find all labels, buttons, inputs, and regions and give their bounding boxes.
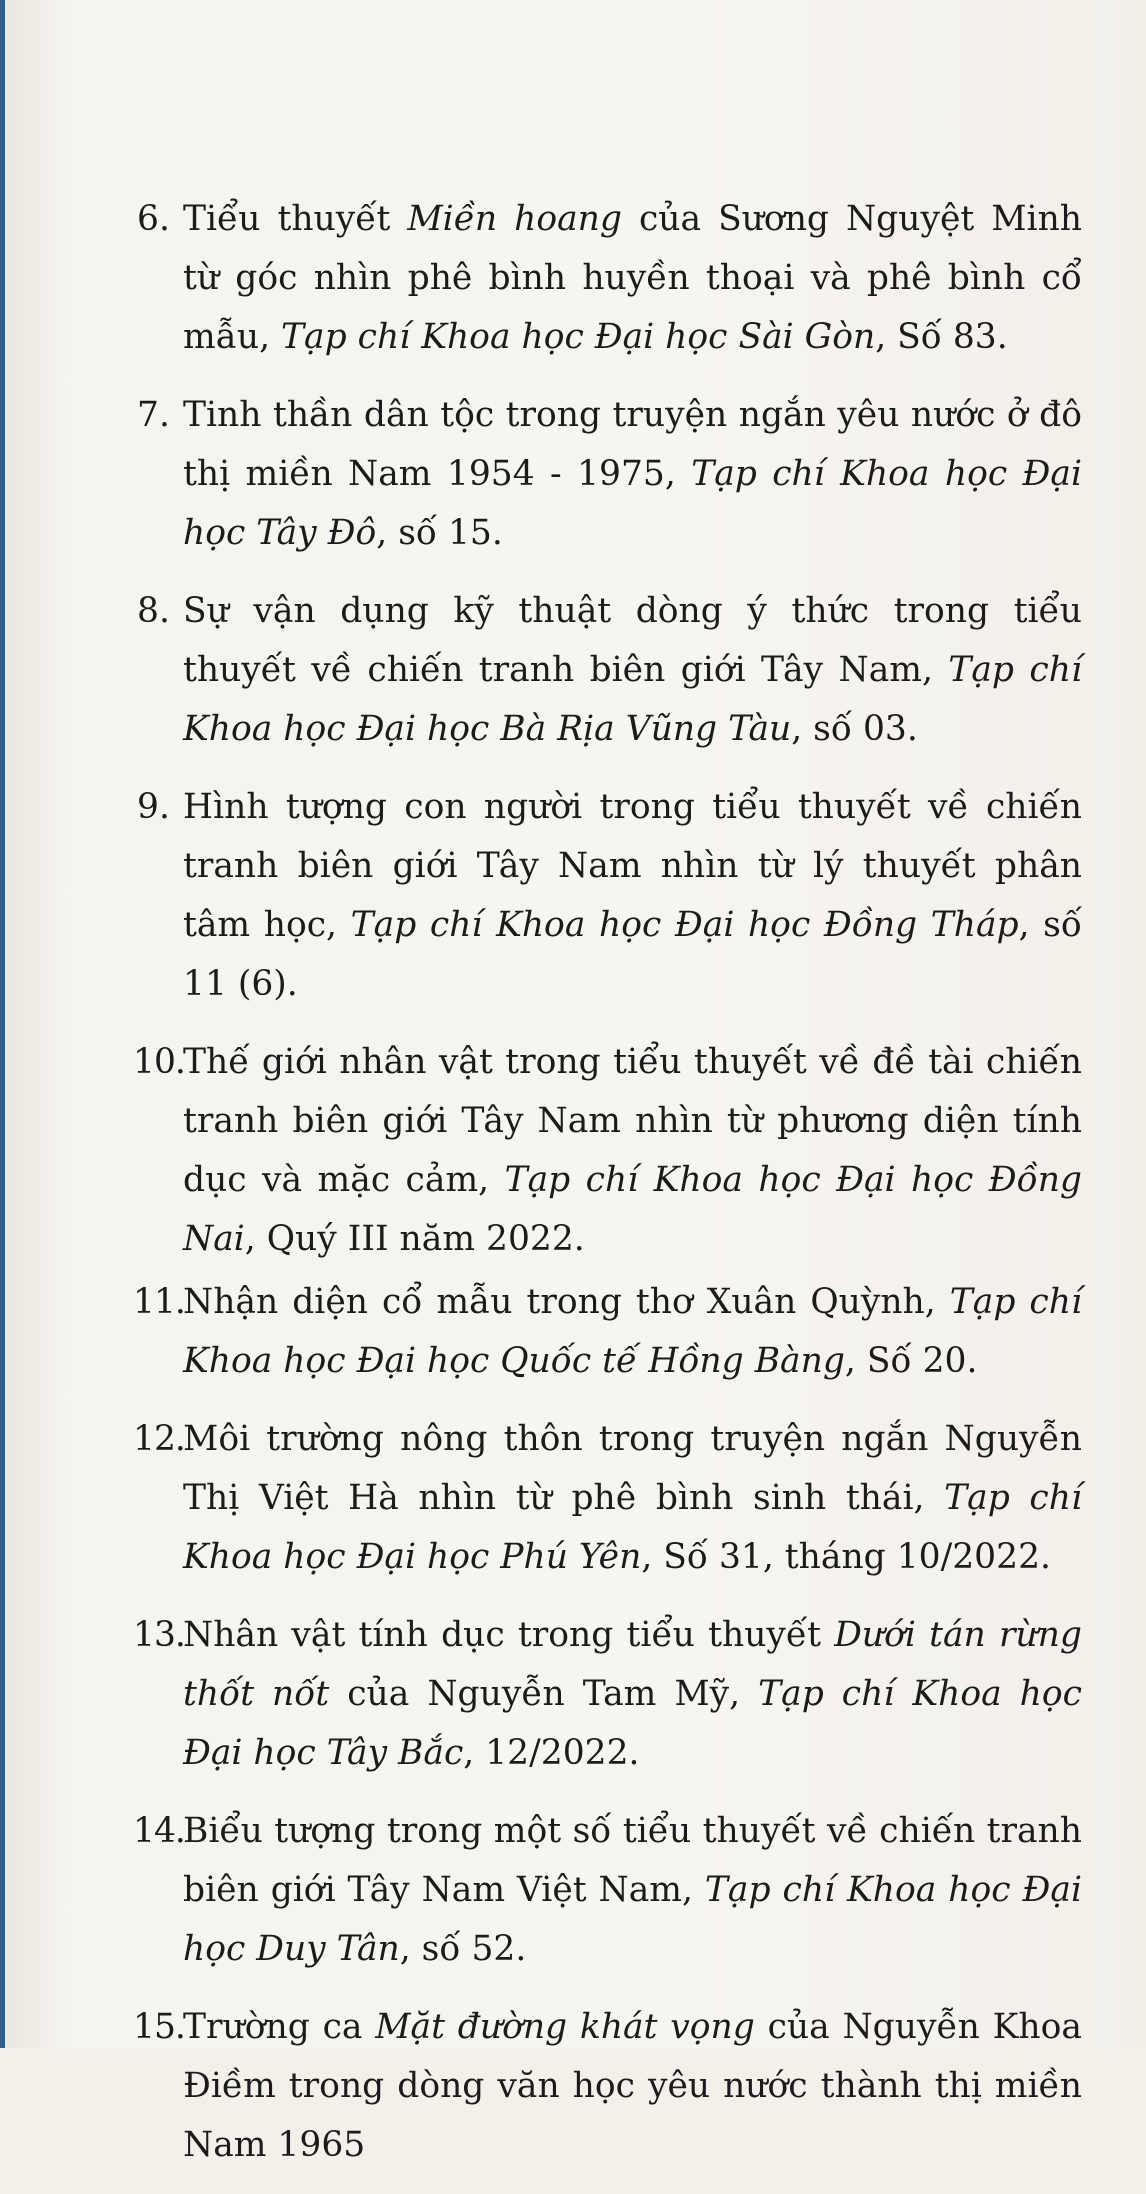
text-run: , Số 83. [875, 317, 1008, 357]
reference-text [183, 591, 1082, 749]
text-run: , 12/2022. [463, 1733, 640, 1773]
reference-number: 11. [133, 1282, 185, 1322]
reference-item [137, 778, 1082, 1014]
text-run: Trường ca [183, 2007, 376, 2047]
text-run: của Nguyễn Khoa Điềm trong dòng văn học yêu nước thành thị miền Nam 1965 [183, 2007, 1082, 2165]
reference-text [183, 2007, 1082, 2165]
reference-text [183, 1419, 1082, 1577]
reference-item [137, 386, 1082, 563]
text-run: , số 11 (6). [183, 905, 1082, 1004]
text-run: Môi trường nông thôn trong truyện ngắn Nguyễn Thị Việt Hà nhìn từ phê bình sinh thái, [183, 1419, 1082, 1518]
reference-number: 7. [137, 395, 170, 435]
text-run: Tinh thần dân tộc trong truyện ngắn yêu nước ở đô thị miền Nam 1954 - 1975, [183, 395, 1082, 494]
reference-item [133, 1802, 1083, 1979]
reference-text [183, 199, 1082, 357]
text-run: Nhân vật tính dục trong tiểu thuyết [183, 1615, 835, 1655]
reference-item [137, 190, 1082, 367]
italic-title: Tạp chí Khoa học Đại học Duy Tân [183, 1870, 1083, 1969]
text-run: , Số 31, tháng 10/2022. [641, 1537, 1051, 1577]
reference-item [133, 1033, 1083, 1269]
text-run: , số 03. [791, 709, 918, 749]
reference-text [183, 395, 1082, 553]
reference-item [133, 1273, 1082, 1391]
italic-title: Tạp chí Khoa học Đại học Bà Rịa Vũng Tàu [183, 650, 1082, 749]
text-run: , Quý III năm 2022. [244, 1219, 585, 1259]
reference-number: 14. [133, 1811, 185, 1851]
text-run: Thế giới nhân vật trong tiểu thuyết về đề tài chiến tranh biên giới Tây Nam nhìn từ phương diện tính dục và mặc cảm, [183, 1042, 1082, 1200]
page-left-edge [0, 0, 5, 2048]
italic-title: Tạp chí Khoa học Đại học Tây Đô [183, 454, 1082, 553]
reference-number: 15. [133, 2007, 185, 2047]
italic-title: Tạp chí Khoa học Đại học Tây Bắc [183, 1674, 1082, 1773]
reference-number: 13. [133, 1615, 185, 1655]
italic-title: Miền hoang [407, 199, 622, 239]
text-run: của Sương Nguyệt Minh từ góc nhìn phê bình huyền thoại và phê bình cổ mẫu, [183, 199, 1083, 357]
text-run: Sự vận dụng kỹ thuật dòng ý thức trong tiểu thuyết về chiến tranh biên giới Tây Nam, [183, 591, 1082, 690]
reference-number: 8. [137, 591, 170, 631]
text-run: , số 52. [399, 1929, 527, 1969]
italic-title: Mặt đường khát vọng [375, 2007, 755, 2047]
text-run: Biểu tượng trong một số tiểu thuyết về chiến tranh biên giới Tây Nam Việt Nam, [183, 1811, 1082, 1910]
italic-title: Dưới tán rừng thốt nốt [183, 1615, 1082, 1714]
reference-item [133, 1410, 1082, 1587]
reference-text [183, 1042, 1082, 1259]
italic-title: Tạp chí Khoa học Đại học Quốc tế Hồng Bàng [183, 1282, 1082, 1381]
text-run: của Nguyễn Tam Mỹ, [329, 1674, 759, 1714]
reference-number: 12. [133, 1419, 185, 1459]
reference-number: 10. [133, 1042, 185, 1082]
reference-item [133, 1998, 1082, 2175]
reference-text [183, 1615, 1082, 1773]
italic-title: Tạp chí Khoa học Đại học Sài Gòn [281, 317, 876, 357]
reference-list [133, 190, 1083, 2194]
text-run: , số 15. [376, 513, 503, 553]
text-run: Nhận diện cổ mẫu trong thơ Xuân Quỳnh, [183, 1282, 950, 1322]
reference-item [133, 1606, 1082, 1783]
reference-text [183, 1282, 1082, 1381]
italic-title: Tạp chí Khoa học Đại học Đồng Tháp [350, 905, 1019, 945]
text-run: Tiểu thuyết [183, 199, 408, 239]
reference-text [183, 1811, 1082, 1969]
italic-title: Tạp chí Khoa học Đại học Đồng Nai [183, 1160, 1083, 1259]
italic-title: Tạp chí Khoa học Đại học Phú Yên [183, 1478, 1082, 1577]
reference-text [183, 787, 1082, 1004]
text-run: , Số 20. [844, 1341, 978, 1381]
reference-number: 6. [137, 199, 170, 239]
reference-number: 9. [137, 787, 170, 827]
reference-item [137, 582, 1082, 759]
text-run: Hình tượng con người trong tiểu thuyết về chiến tranh biên giới Tây Nam nhìn từ lý thuyết phân tâm học, [183, 787, 1082, 945]
